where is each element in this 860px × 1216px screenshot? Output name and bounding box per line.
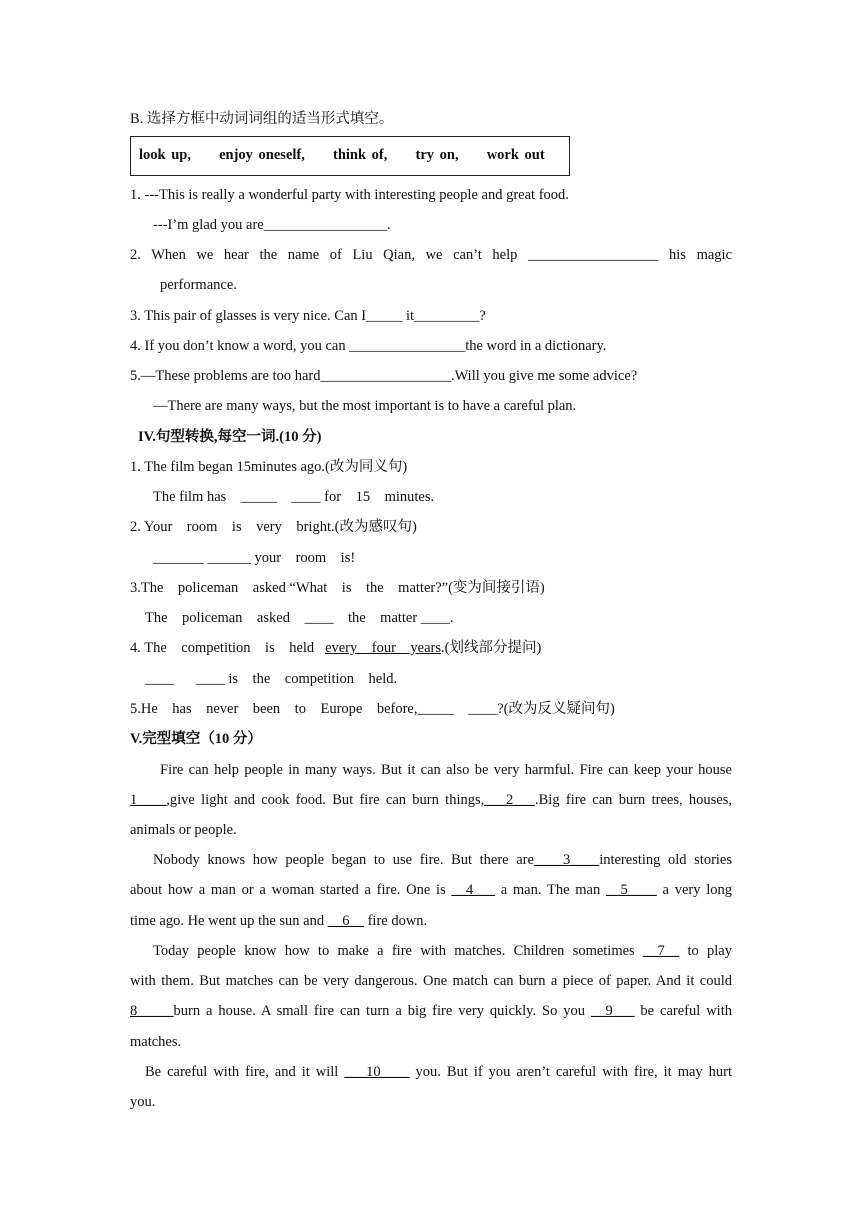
v-p3-text-3: burn a house. A small fire can turn a big fire very quickly. So you [173,1003,591,1019]
v-p4-text: Be careful with fire, and it will [145,1064,345,1080]
v-paragraph-1-line-2 [130,791,732,809]
v-p2-text-4: a man. The man [494,882,606,898]
iv-q4-text-post: .(划线部分提问) [441,640,542,656]
b-question-5-line-2: —There are many ways, but the most important is to have a careful plan. [153,398,577,414]
iv-q4-text-pre: 4. The competition is held [130,640,326,656]
v-p3-text-2: to play [679,943,732,959]
v-p4-text-2: you. But if you aren’t careful with fire, it may hurt [409,1064,732,1080]
section-iv-title: IV.句型转换,每空一词.(10 分) [138,429,322,445]
b-question-3: 3. This pair of glasses is very nice. Can I_____ it_________? [130,308,486,324]
blank-4[interactable]: __4___ [451,882,495,898]
v-p1-text-2: .Big fire can burn trees, houses, [535,792,732,808]
section-v-title: V.完型填空（10 分） [130,731,262,747]
blank-3[interactable]: ____3____ [533,852,600,868]
v-paragraph-2-line-3 [130,912,427,930]
iv-question-1-line-2: The film has _____ ____ for 15 minutes. [153,489,435,505]
blank-5[interactable]: __5____ [606,882,657,898]
word-box [130,136,570,176]
section-b-title: B. 选择方框中动词词组的适当形式填空。 [130,111,394,127]
iv-question-4-line-2: ____ ____ is the competition held. [145,671,398,687]
v-paragraph-1-line-3: animals or people. [130,822,237,838]
b-question-4: 4. If you don’t know a word, you can ________________the word in a dictionary. [130,338,607,354]
iv-question-1-line-1: 1. The film began 15minutes ago.(改为同义句) [130,459,408,475]
iv-question-2-line-1: 2. Your room is very bright.(改为感叹句) [130,519,417,535]
v-p1-text: ,give light and cook food. But fire can burn things, [166,792,485,808]
v-paragraph-3-line-2: with them. But matches can be very dangerous. One match can burn a piece of paper. And it could [130,973,732,989]
blank-2[interactable]: ___2___ [484,792,536,808]
v-paragraph-4-line-2: you. [130,1094,156,1110]
word-box-text: look up, enjoy oneself, think of, try on, work out [139,147,545,163]
b-question-1-line-2: ---I’m glad you are_________________. [153,217,391,233]
blank-8[interactable]: 8_____ [130,1003,174,1019]
b-question-2-line-2: performance. [160,277,237,293]
v-p2-text-2: interesting old stories [599,852,733,868]
iv-question-2-line-2: _______ ______ your room is! [153,550,356,566]
v-paragraph-1-line-1: Fire can help people in many ways. But it can also be very harmful. Fire can keep your house [160,762,732,778]
blank-10[interactable]: ___10____ [344,1064,410,1080]
iv-question-4-line-1 [130,639,541,657]
v-paragraph-4-line-1 [145,1063,732,1081]
blank-7[interactable]: __7__ [642,943,680,959]
v-p2-text-6: time ago. He went up the sun and [130,913,328,929]
v-paragraph-2-line-1 [153,851,732,869]
v-p2-text-5: a very long [656,882,732,898]
v-paragraph-3-line-4: matches. [130,1034,182,1050]
v-p3-text: Today people know how to make a fire with matches. Children sometimes [153,943,643,959]
b-question-2-line-1: 2. When we hear the name of Liu Qian, we can’t help __________________ his magic [130,247,732,263]
v-paragraph-2-line-2 [130,881,732,899]
iv-question-3-line-1: 3.The policeman asked “What is the matter?”(变为间接引语) [130,580,545,596]
iv-question-5: 5.He has never been to Europe before,_____ ____?(改为反义疑问句) [130,701,615,717]
v-p2-text-7: fire down. [363,913,428,929]
blank-9[interactable]: __9___ [590,1003,635,1019]
v-paragraph-3-line-3 [130,1002,732,1020]
b-question-1-line-1: 1. ---This is really a wonderful party with interesting people and great food. [130,187,569,203]
v-p3-text-4: be careful with [634,1003,732,1019]
v-p2-text-3: about how a man or a woman started a fire. One is [130,882,452,898]
iv-q4-underlined-part: every four years [325,640,442,656]
b-question-5-line-1: 5.—These problems are too hard__________________.Will you give me some advice? [130,368,638,384]
iv-question-3-line-2: The policeman asked ____ the matter ____. [145,610,454,626]
v-p2-text: Nobody knows how people began to use fire. But there are [153,852,534,868]
blank-1[interactable]: 1____ [130,792,167,808]
blank-6[interactable]: __6__ [327,913,364,929]
v-paragraph-3-line-1 [153,942,732,960]
